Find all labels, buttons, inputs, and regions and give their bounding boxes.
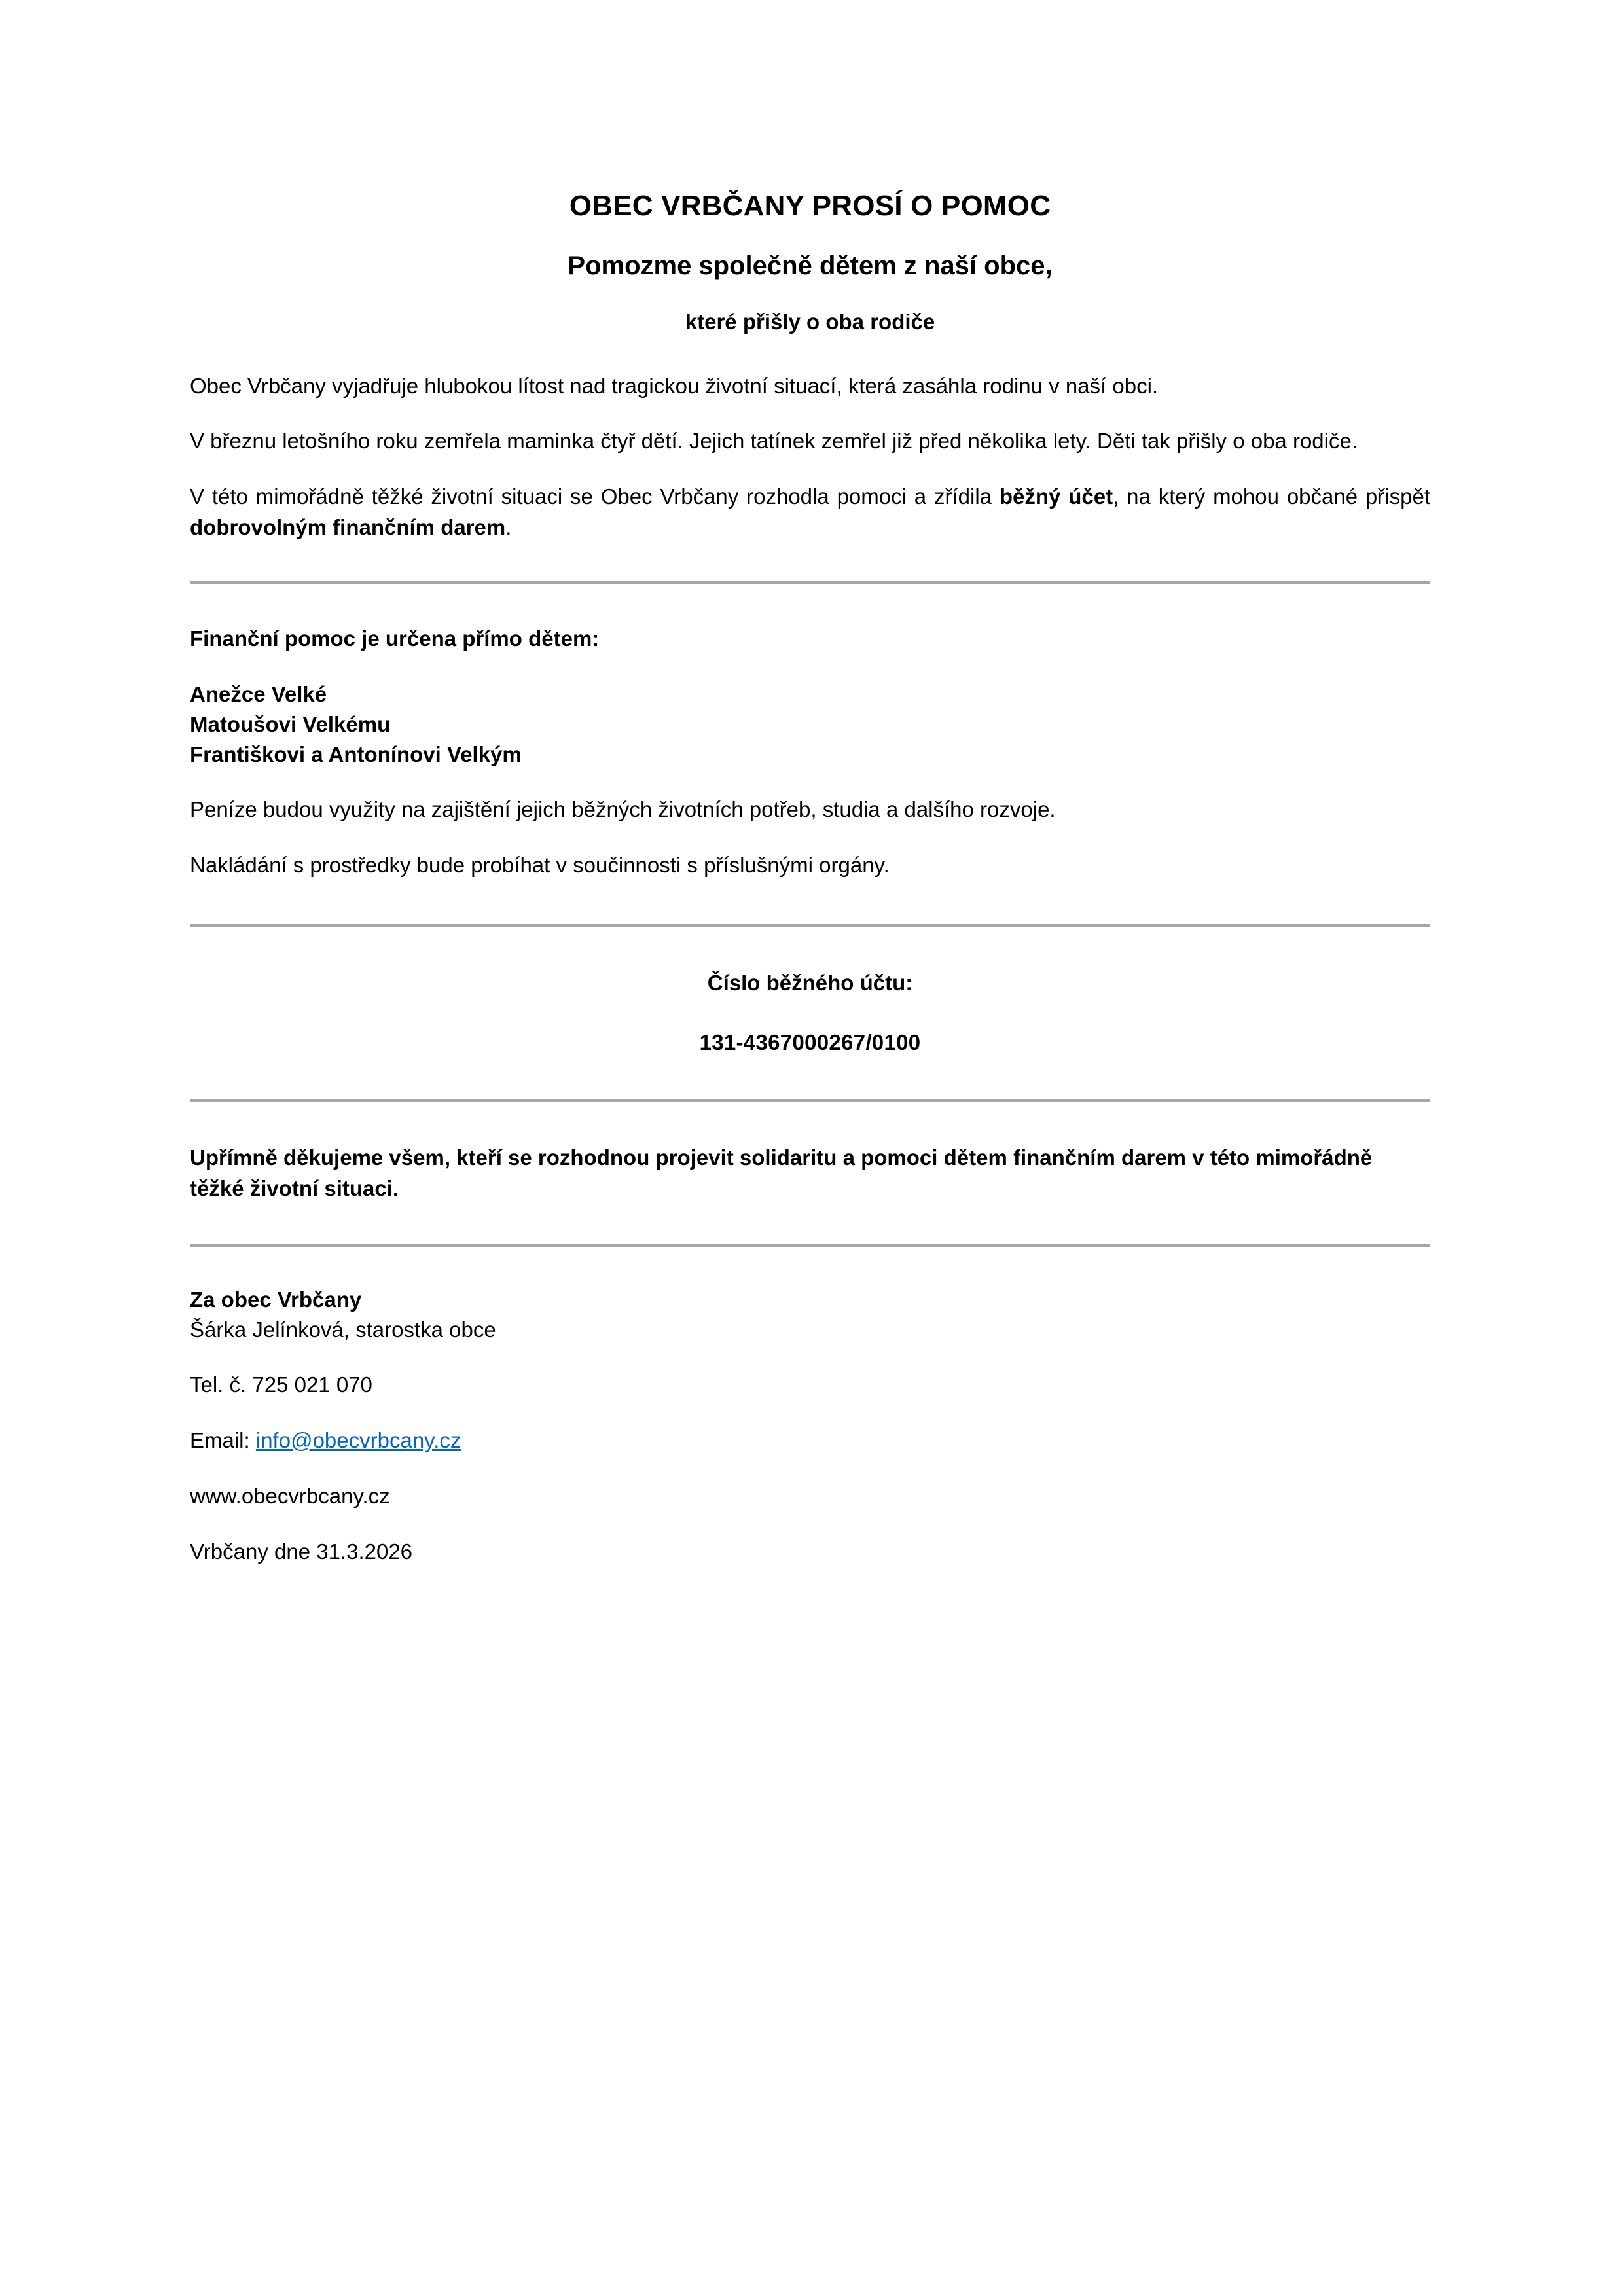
divider-2 — [190, 924, 1430, 927]
intro-paragraph-3-part-3: . — [505, 515, 512, 540]
divider-1-wrapper — [190, 581, 1430, 584]
beneficiary-name: Anežce Velké — [190, 681, 327, 706]
divider-3-wrapper — [190, 1099, 1430, 1102]
beneficiaries-heading: Finanční pomoc je určena přímo dětem: — [190, 626, 600, 651]
intro-paragraph-3-part-1: V této mimořádně těžké životní situaci se Obec Vrbčany rozhodla pomoci a zřídila — [190, 484, 1000, 509]
beneficiaries-name-list — [190, 679, 1430, 770]
place-and-date: Vrbčany dne 31.3.2026 — [190, 1539, 413, 1564]
divider-1 — [190, 581, 1430, 584]
subtitle-secondary: které přišly o oba rodiče — [685, 309, 935, 334]
signature-block — [190, 1285, 1430, 1345]
intro-paragraph-3 — [190, 482, 1430, 543]
signature-organization: Za obec Vrbčany — [190, 1287, 362, 1312]
document-content — [190, 190, 1430, 1567]
contact-website: www.obecvrbcany.cz — [190, 1483, 390, 1508]
page-title: OBEC VRBČANY PROSÍ O POMOC — [569, 190, 1051, 222]
divider-3 — [190, 1099, 1430, 1102]
account-number-value: 131-4367000267/0100 — [699, 1030, 921, 1054]
contact-phone: Tel. č. 725 021 070 — [190, 1372, 372, 1397]
contact-email-label: Email: — [190, 1427, 256, 1452]
divider-4-wrapper — [190, 1244, 1430, 1247]
contact-email-link[interactable]: info@obecvrbcany.cz — [255, 1427, 461, 1452]
contact-email-line — [190, 1426, 1430, 1456]
funds-usage-note: Peníze budou využity na zajištění jejich běžných životních potřeb, studia a dalšího rozvoje. — [190, 797, 1056, 822]
funds-oversight-note: Nakládání s prostředky bude probíhat v součinnosti s příslušnými orgány. — [190, 853, 890, 878]
account-type-emphasis: běžný účet — [999, 484, 1113, 509]
intro-paragraph-3-part-2: , na který mohou občané přispět — [1113, 484, 1430, 509]
donation-type-emphasis: dobrovolným finančním darem — [190, 515, 506, 540]
subtitle-primary: Pomozme společně dětem z naší obce, — [568, 251, 1053, 280]
divider-4 — [190, 1244, 1430, 1247]
beneficiary-name: Matoušovi Velkému — [190, 712, 391, 737]
signature-person: Šárka Jelínková, starostka obce — [190, 1317, 496, 1342]
beneficiary-name: Františkovi a Antonínovi Velkým — [190, 742, 522, 767]
account-number-label: Číslo běžného účtu: — [707, 971, 913, 996]
intro-paragraph-2: V březnu letošního roku zemřela maminka čtyř dětí. Jejich tatínek zemřel již před několika lety. Děti tak přišly o oba rodiče. — [190, 429, 1358, 454]
thanks-message: Upřímně děkujeme všem, kteří se rozhodnou projevit solidaritu a pomoci dětem finančním darem v této mimořádně těžké životní situaci. — [190, 1145, 1373, 1200]
intro-paragraph-1: Obec Vrbčany vyjadřuje hlubokou lítost nad tragickou životní situací, která zasáhla rodinu v naší obci. — [190, 373, 1159, 398]
divider-2-wrapper — [190, 924, 1430, 927]
